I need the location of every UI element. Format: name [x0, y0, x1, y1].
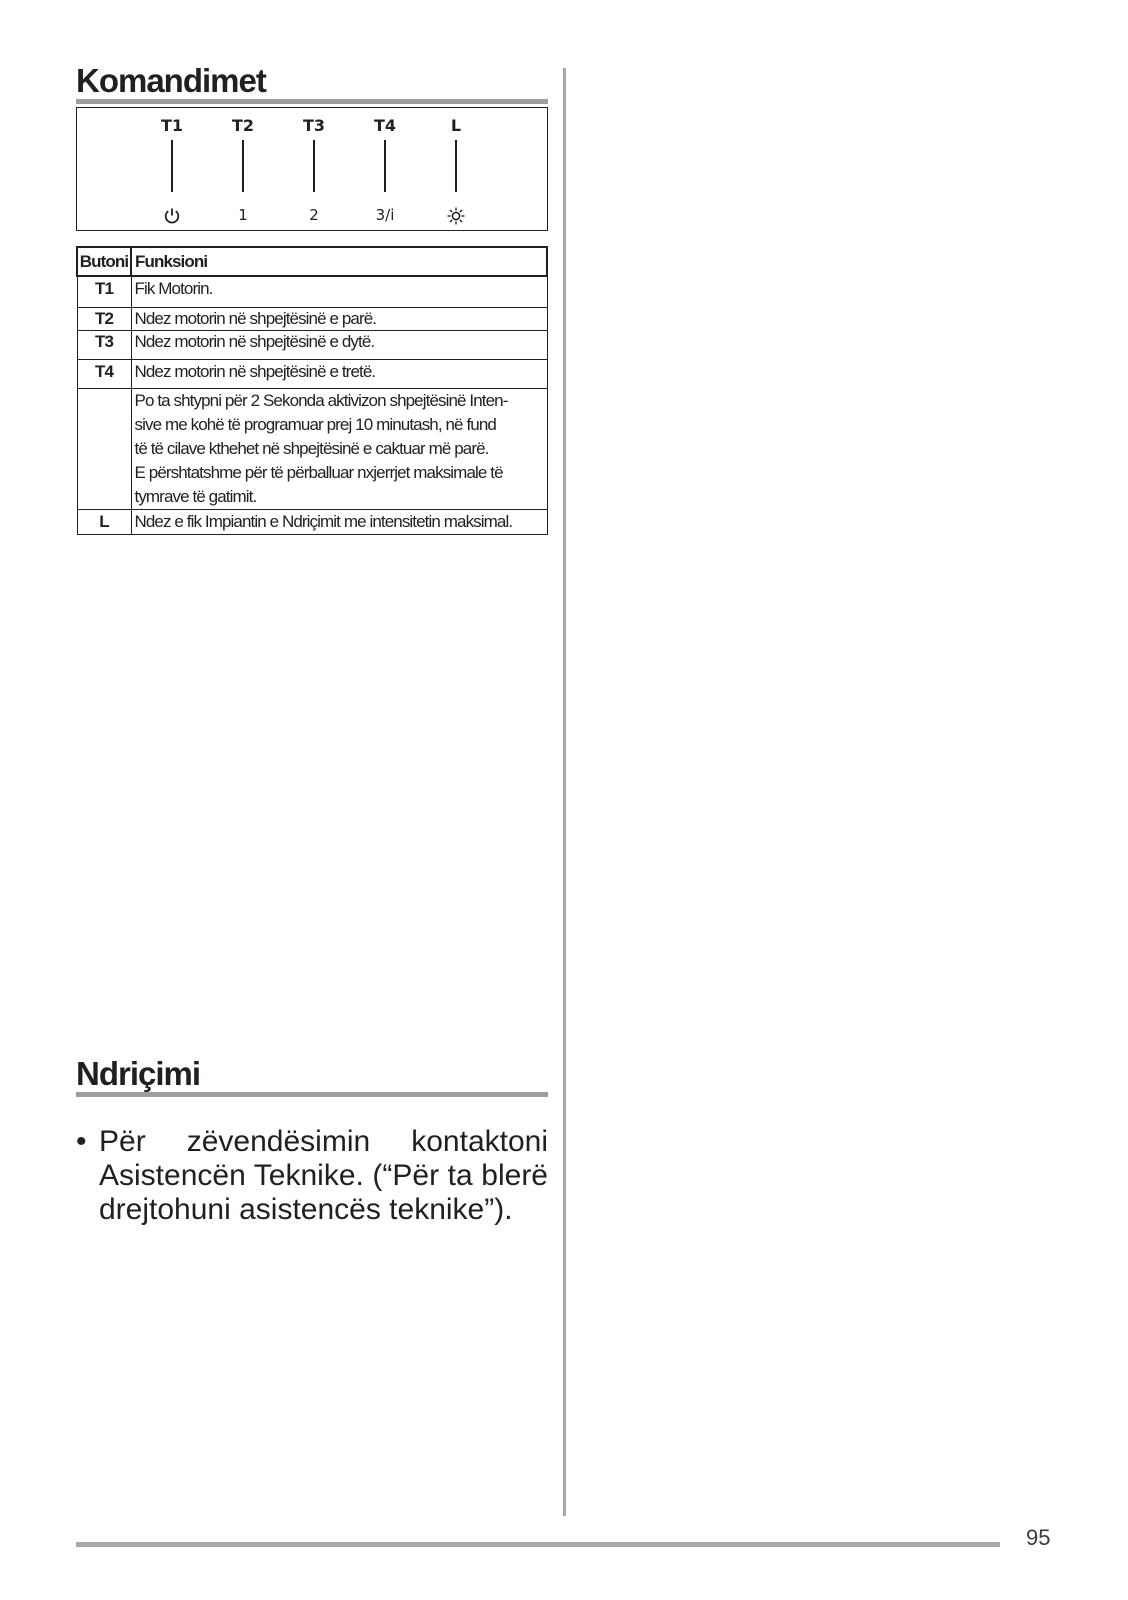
bullet-item [76, 1125, 548, 1227]
table-row [77, 331, 547, 360]
function-line: tymrave të gatimit. [134, 487, 257, 506]
control-symbol: 2 [309, 206, 319, 224]
control-symbol: 1 [238, 206, 248, 224]
function-line: sive me kohë të programuar prej 10 minutash, në fund [134, 415, 496, 434]
cell-button [77, 389, 131, 510]
bullet-text: Për zëvendësimin kontaktoni Asistencën Teknike. (“Për ta blerë drejtohuni asistencës teknike”). [99, 1125, 548, 1226]
leader-line [384, 140, 386, 192]
table-row [77, 308, 547, 331]
cell-function: Ndez motorin në shpejtësinë e dytë. [131, 331, 547, 360]
leader-line [313, 140, 315, 192]
table-row [77, 276, 547, 308]
column-divider [563, 68, 566, 1516]
control-symbol: 3/i [375, 206, 395, 224]
control-symbol [142, 206, 202, 228]
title-underline [76, 99, 548, 104]
footer-rule [76, 1542, 1000, 1547]
control-label: T4 [373, 116, 397, 135]
cell-function: Ndez motorin në shpejtësinë e tretë. [131, 360, 547, 389]
leader-line [455, 140, 457, 192]
control-symbol [426, 206, 486, 228]
header-butoni: Butoni [77, 247, 131, 276]
function-table [76, 246, 548, 535]
cell-button: T1 [77, 276, 131, 308]
function-line: Po ta shtypni për 2 Sekonda aktivizon shpejtësinë Inten- [134, 391, 508, 410]
table-row [77, 510, 547, 535]
control-label: T1 [160, 116, 184, 135]
table-row [77, 389, 547, 510]
leader-line [242, 140, 244, 192]
header-funksioni: Funksioni [131, 247, 547, 276]
control-label: T2 [231, 116, 255, 135]
function-line: të të cilave kthehet në shpejtësinë e caktuar më parë. [134, 439, 489, 458]
table-row [77, 360, 547, 389]
cell-function: Ndez motorin në shpejtësinë e parë. [131, 308, 547, 331]
cell-function: Fik Motorin. [131, 276, 547, 308]
power-icon [163, 207, 181, 225]
cell-button: T4 [77, 360, 131, 389]
control-label: T3 [302, 116, 326, 135]
section-title-ndricimi: Ndriçimi [76, 1055, 201, 1092]
title-underline [76, 1092, 548, 1097]
bullet-symbol: • [76, 1125, 87, 1158]
page-number: 95 [1026, 1525, 1051, 1550]
control-panel-diagram [76, 107, 548, 231]
cell-button: T2 [77, 308, 131, 331]
cell-function [131, 389, 547, 510]
leader-line [171, 140, 173, 192]
function-line: E përshtatshme për të përballuar nxjerrjet maksimale të [134, 463, 503, 482]
light-icon [446, 206, 466, 226]
section-title-komandimet: Komandimet [76, 62, 266, 99]
cell-button: T3 [77, 331, 131, 360]
control-label: L [450, 116, 462, 135]
table-header-row [77, 247, 547, 276]
cell-function: Ndez e fik Impiantin e Ndriçimit me intensitetin maksimal. [131, 510, 547, 535]
cell-button: L [77, 510, 131, 535]
